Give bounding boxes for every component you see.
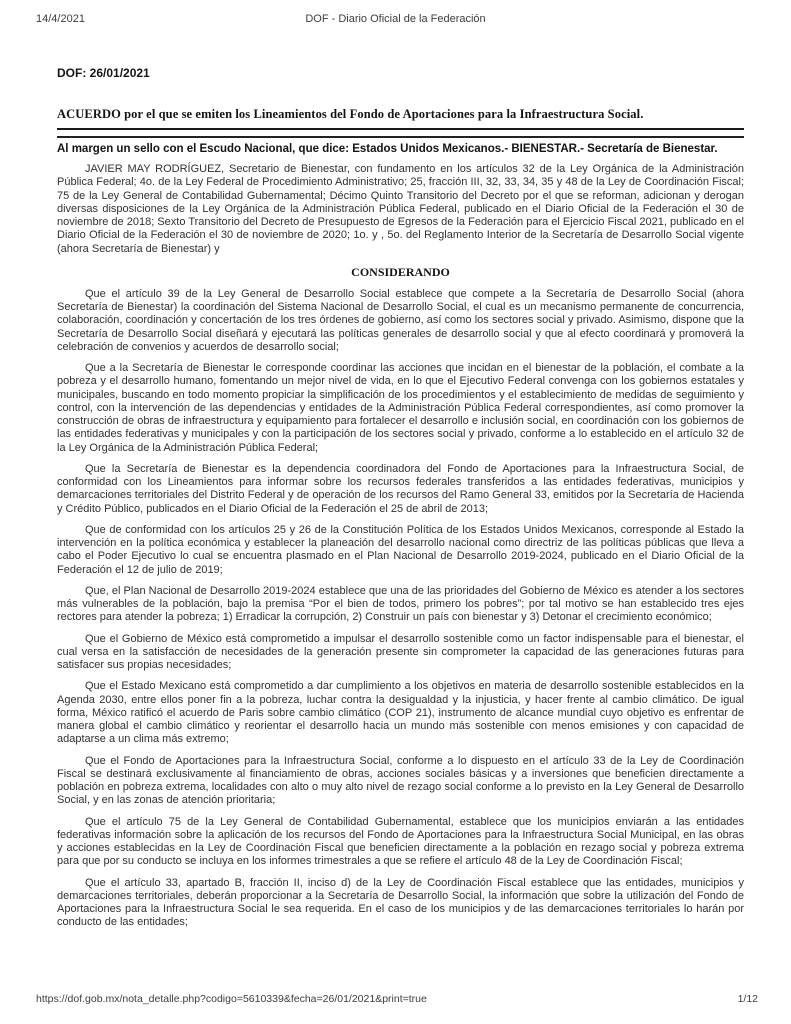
print-footer-url: https://dof.gob.mx/nota_detalle.php?codigo=5610339&fecha=26/01/2021&print=true bbox=[36, 993, 427, 1005]
document-content bbox=[57, 0, 744, 930]
considerando-paragraph: Que el Gobierno de México está comprometido a impulsar el desarrollo sostenible como un factor indispensable para el bienestar, el cual versa en la satisfacción de necesidades de la generación presente sin comprometer la capacidad de las generaciones futuras para satisfacer sus propias necesidades; bbox=[57, 632, 744, 671]
considerando-heading: CONSIDERANDO bbox=[351, 264, 450, 279]
document-title: ACUERDO por el que se emiten los Lineamientos del Fondo de Aportaciones para la Infraestructura Social. bbox=[57, 107, 744, 130]
print-footer bbox=[36, 993, 758, 1006]
considerando-paragraph: Que el artículo 39 de la Ley General de Desarrollo Social establece que compete a la Secretaría de Desarrollo Social (ahora Secretaría de Bienestar) la coordinación del Sistema Nacional de Desarrollo Social, el cual es un mecanismo permanente de concurrencia, colaboración, coordinación y concertación de los tres órdenes de gobierno, así como los sectores social y privado. Asimismo, dispone que la Secretaría de Desarrollo Social diseñará y ejecutará las políticas generales de desarrollo social y que al efecto coordinará y promoverá la celebración de convenios y acuerdos de desarrollo social; bbox=[57, 287, 744, 353]
considerando-paragraph: Que, el Plan Nacional de Desarrollo 2019-2024 establece que una de las prioridades del Gobierno de México es atender a los sectores más vulnerables de la población, bajo la premisa “Por el bien de todos, primero los pobres”; por tal motivo se han establecido tres ejes rectores para atender la pobreza; 1) Erradicar la corrupción, 2) Construir un país con bienestar y 3) Detonar el crecimiento económico; bbox=[57, 584, 744, 624]
print-header-title: DOF - Diario Oficial de la Federación bbox=[305, 13, 486, 25]
dof-publication-date: DOF: 26/01/2021 bbox=[57, 66, 150, 80]
intro-paragraph: JAVIER MAY RODRÍGUEZ, Secretario de Bienestar, con fundamento en los artículos 32 de la Ley Orgánica de la Administración Pública Federal; 4o. de la Ley Federal de Procedimiento Administrativo; 25, fracción III, 32, 33, 34, 35 y 48 de la Ley de Coordinación Fiscal; 75 de la Ley General de Contabilidad Gubernamental; Décimo Quinto Transitorio del Decreto por el que se reforman, adicionan y derogan diversas disposiciones de la Ley Orgánica de la Administración Pública Federal, publicado en el Diario Oficial de la Federación el 30 de noviembre de 2018; Sexto Transitorio del Decreto de Presupuesto de Egresos de la Federación para el Ejercicio Fiscal 2021, publicado en el Diario Oficial de la Federación el 30 de noviembre de 2020; 1o. y , 5o. del Reglamento Interior de la Secretaría de Desarrollo Social vigente (ahora Secretaría de Bienestar) y bbox=[57, 163, 744, 255]
horizontal-rule bbox=[57, 136, 744, 138]
margin-seal-line: Al margen un sello con el Escudo Nacional, que dice: Estados Unidos Mexicanos.- BIENESTAR.- Secretaría de Bienestar. bbox=[57, 143, 718, 155]
print-footer-page-indicator: 1/12 bbox=[737, 993, 758, 1005]
considerando-paragraph: Que la Secretaría de Bienestar es la dependencia coordinadora del Fondo de Aportaciones para la Infraestructura Social, de conformidad con los Lineamientos para informar sobre los recursos federales transferidos a las entidades federativas, municipios y demarcaciones territoriales del Distrito Federal y de operación de los recursos del Ramo General 33, emitidos por la Secretaría de Hacienda y Crédito Público, publicados en el Diario Oficial de la Federación el 25 de abril de 2013; bbox=[57, 462, 744, 515]
considerando-paragraph: Que el artículo 75 de la Ley General de Contabilidad Gubernamental, establece que los municipios enviarán a las entidades federativas información sobre la aplicación de los recursos del Fondo de Aportaciones para la Infraestructura Social Municipal, en las obras y acciones establecidas en la Ley de Coordinación Fiscal que beneficien directamente a la población en rezago social y pobreza extrema para que por su conducto se incluya en los informes trimestrales a que se refiere el artículo 48 de la Ley de Coordinación Fiscal; bbox=[57, 815, 744, 868]
considerando-paragraph: Que el artículo 33, apartado B, fracción II, inciso d) de la Ley de Coordinación Fiscal establece que las entidades, municipios y demarcaciones territoriales, deberán proporcionar a la Secretaría de Desarrollo Social, la información que sobre la utilización del Fondo de Aportaciones para la Infraestructura Social le sea requerida. En el caso de los municipios y de las demarcaciones territoriales lo harán por conducto de las entidades; bbox=[57, 876, 744, 929]
considerando-paragraph: Que el Estado Mexicano está comprometido a dar cumplimiento a los objetivos en materia de desarrollo sostenible establecidos en la Agenda 2030, entre ellos poner fin a la pobreza, luchar contra la desigualdad y la injusticia, y hacer frente al cambio climático. De igual forma, México ratificó el acuerdo de Paris sobre cambio climático (COP 21), instrumento de alcance mundial cuyo objetivo es enfrentar de manera global el cambio climático y reorientar el desarrollo hacia un mundo más sostenible con menos emisiones y con capacidad de adaptarse a un clima más extremo; bbox=[57, 680, 744, 746]
considerando-paragraph: Que el Fondo de Aportaciones para la Infraestructura Social, conforme a lo dispuesto en el artículo 33 de la Ley de Coordinación Fiscal se destinará exclusivamente al financiamiento de obras, acciones sociales básicas y a inversiones que beneficien directamente a población en pobreza extrema, localidades con alto o muy alto nivel de rezago social conforme a lo previsto en la Ley General de Desarrollo Social, y en las zonas de atención prioritaria; bbox=[57, 754, 744, 807]
considerando-paragraph: Que a la Secretaría de Bienestar le corresponde coordinar las acciones que incidan en el bienestar de la población, el combate a la pobreza y el desarrollo humano, fomentando un mejor nivel de vida, en lo que el Ejecutivo Federal convenga con los gobiernos estatales y municipales, buscando en todo momento propiciar la simplificación de los procedimientos y el establecimiento de medidas de seguimiento y control, con la intervención de las dependencias y entidades de la Administración Pública Federal correspondientes, así como promover la construcción de obras de infraestructura y equipamiento para fortalecer el desarrollo e inclusión social, en coordinación con los gobiernos de las entidades federativas y municipales y con la participación de los sectores social y privado, conforme a lo establecido en el artículo 32 de la Ley Orgánica de la Administración Pública Federal; bbox=[57, 362, 744, 454]
print-header-date: 14/4/2021 bbox=[36, 13, 85, 25]
considerando-paragraph: Que de conformidad con los artículos 25 y 26 de la Constitución Política de los Estados Unidos Mexicanos, corresponde al Estado la intervención en la política económica y establecer la planeación del desarrollo nacional como directriz de las políticas públicas que lleva a cabo el Poder Ejecutivo lo cual se encuentra plasmado en el Plan Nacional de Desarrollo 2019-2024, publicado en el Diario Oficial de la Federación el 12 de julio de 2019; bbox=[57, 523, 744, 576]
